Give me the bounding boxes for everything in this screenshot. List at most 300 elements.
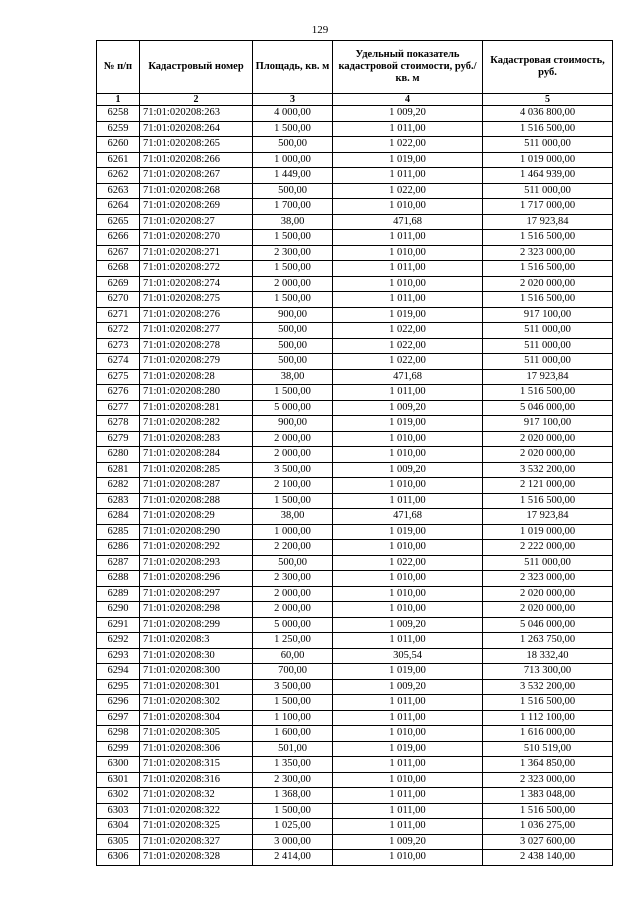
cadastral-value-cell: 17 923,84: [483, 509, 613, 525]
area-cell: 2 200,00: [253, 540, 333, 556]
cadastral-number-cell: 71:01:020208:287: [140, 478, 253, 494]
area-cell: 38,00: [253, 369, 333, 385]
area-cell: 1 000,00: [253, 152, 333, 168]
area-cell: 900,00: [253, 416, 333, 432]
specific-value-cell: 1 010,00: [333, 199, 483, 215]
row-index-cell: 6274: [97, 354, 140, 370]
row-index-cell: 6306: [97, 850, 140, 866]
row-index-cell: 6275: [97, 369, 140, 385]
row-index-cell: 6304: [97, 819, 140, 835]
row-index-cell: 6296: [97, 695, 140, 711]
table-row: [97, 199, 613, 215]
row-index-cell: 6290: [97, 602, 140, 618]
page-number: 129: [311, 24, 329, 36]
cadastral-number-cell: 71:01:020208:288: [140, 493, 253, 509]
area-cell: 1 500,00: [253, 385, 333, 401]
specific-value-cell: 1 010,00: [333, 245, 483, 261]
cadastral-number-cell: 71:01:020208:265: [140, 137, 253, 153]
table-row: [97, 648, 613, 664]
specific-value-cell: 1 010,00: [333, 571, 483, 587]
row-index-cell: 6273: [97, 338, 140, 354]
cadastral-value-cell: 2 020 000,00: [483, 431, 613, 447]
header-index: № п/п: [97, 41, 140, 94]
column-number: 1: [97, 94, 140, 106]
area-cell: 2 000,00: [253, 586, 333, 602]
row-index-cell: 6277: [97, 400, 140, 416]
table-row: [97, 323, 613, 339]
area-cell: 500,00: [253, 555, 333, 571]
area-cell: 2 300,00: [253, 772, 333, 788]
table-row: [97, 571, 613, 587]
table-row: [97, 354, 613, 370]
area-cell: 500,00: [253, 323, 333, 339]
cadastral-number-cell: 71:01:020208:3: [140, 633, 253, 649]
cadastral-value-cell: 2 020 000,00: [483, 586, 613, 602]
specific-value-cell: 1 011,00: [333, 710, 483, 726]
table-row: [97, 555, 613, 571]
cadastral-value-cell: 511 000,00: [483, 555, 613, 571]
cadastral-number-cell: 71:01:020208:29: [140, 509, 253, 525]
row-index-cell: 6265: [97, 214, 140, 230]
cadastral-value-cell: 1 019 000,00: [483, 524, 613, 540]
area-cell: 1 100,00: [253, 710, 333, 726]
area-cell: 500,00: [253, 354, 333, 370]
specific-value-cell: 1 010,00: [333, 586, 483, 602]
cadastral-number-cell: 71:01:020208:30: [140, 648, 253, 664]
cadastral-value-cell: 2 323 000,00: [483, 245, 613, 261]
specific-value-cell: 1 010,00: [333, 447, 483, 463]
row-index-cell: 6263: [97, 183, 140, 199]
cadastral-number-cell: 71:01:020208:305: [140, 726, 253, 742]
table-row: [97, 509, 613, 525]
cadastral-number-cell: 71:01:020208:306: [140, 741, 253, 757]
area-cell: 1 449,00: [253, 168, 333, 184]
specific-value-cell: 1 022,00: [333, 137, 483, 153]
cadastral-number-cell: 71:01:020208:279: [140, 354, 253, 370]
cadastral-value-cell: 1 516 500,00: [483, 385, 613, 401]
row-index-cell: 6281: [97, 462, 140, 478]
table-row: [97, 803, 613, 819]
row-index-cell: 6288: [97, 571, 140, 587]
table-row: [97, 416, 613, 432]
specific-value-cell: 1 009,20: [333, 400, 483, 416]
row-index-cell: 6258: [97, 106, 140, 122]
specific-value-cell: 1 009,20: [333, 106, 483, 122]
row-index-cell: 6259: [97, 121, 140, 137]
table-row: [97, 679, 613, 695]
area-cell: 3 500,00: [253, 679, 333, 695]
row-index-cell: 6272: [97, 323, 140, 339]
column-number-row: [97, 94, 613, 106]
table-row: [97, 292, 613, 308]
specific-value-cell: 1 011,00: [333, 385, 483, 401]
cadastral-number-cell: 71:01:020208:264: [140, 121, 253, 137]
cadastral-number-cell: 71:01:020208:301: [140, 679, 253, 695]
row-index-cell: 6260: [97, 137, 140, 153]
cadastral-number-cell: 71:01:020208:280: [140, 385, 253, 401]
cadastral-number-cell: 71:01:020208:276: [140, 307, 253, 323]
table-row: [97, 695, 613, 711]
specific-value-cell: 1 011,00: [333, 788, 483, 804]
specific-value-cell: 1 010,00: [333, 602, 483, 618]
cadastral-number-cell: 71:01:020208:278: [140, 338, 253, 354]
specific-value-cell: 1 010,00: [333, 850, 483, 866]
cadastral-value-cell: 1 516 500,00: [483, 695, 613, 711]
table-row: [97, 664, 613, 680]
specific-value-cell: 1 019,00: [333, 307, 483, 323]
table-row: [97, 106, 613, 122]
specific-value-cell: 1 011,00: [333, 168, 483, 184]
cadastral-value-cell: 1 717 000,00: [483, 199, 613, 215]
specific-value-cell: 1 009,20: [333, 462, 483, 478]
cadastral-value-cell: 2 020 000,00: [483, 276, 613, 292]
cadastral-value-table: [96, 40, 613, 866]
cadastral-value-cell: 1 516 500,00: [483, 292, 613, 308]
cadastral-value-cell: 2 323 000,00: [483, 571, 613, 587]
row-index-cell: 6264: [97, 199, 140, 215]
cadastral-number-cell: 71:01:020208:275: [140, 292, 253, 308]
area-cell: 1 500,00: [253, 695, 333, 711]
cadastral-value-cell: 917 100,00: [483, 416, 613, 432]
specific-value-cell: 471,68: [333, 509, 483, 525]
cadastral-value-cell: 1 516 500,00: [483, 261, 613, 277]
cadastral-value-cell: 917 100,00: [483, 307, 613, 323]
row-index-cell: 6269: [97, 276, 140, 292]
area-cell: 1 500,00: [253, 493, 333, 509]
area-cell: 700,00: [253, 664, 333, 680]
cadastral-value-cell: 2 323 000,00: [483, 772, 613, 788]
row-index-cell: 6295: [97, 679, 140, 695]
row-index-cell: 6261: [97, 152, 140, 168]
cadastral-number-cell: 71:01:020208:27: [140, 214, 253, 230]
table-row: [97, 230, 613, 246]
specific-value-cell: 1 011,00: [333, 803, 483, 819]
table-row: [97, 540, 613, 556]
table-row: [97, 493, 613, 509]
column-number: 3: [253, 94, 333, 106]
area-cell: 1 500,00: [253, 121, 333, 137]
specific-value-cell: 1 011,00: [333, 261, 483, 277]
row-index-cell: 6279: [97, 431, 140, 447]
cadastral-number-cell: 71:01:020208:271: [140, 245, 253, 261]
cadastral-number-cell: 71:01:020208:315: [140, 757, 253, 773]
table-row: [97, 633, 613, 649]
specific-value-cell: 1 011,00: [333, 633, 483, 649]
table-row: [97, 245, 613, 261]
specific-value-cell: 1 022,00: [333, 354, 483, 370]
row-index-cell: 6266: [97, 230, 140, 246]
table-header-row: [97, 41, 613, 94]
area-cell: 5 000,00: [253, 617, 333, 633]
specific-value-cell: 1 009,20: [333, 617, 483, 633]
table-body: [97, 106, 613, 866]
cadastral-value-cell: 18 332,40: [483, 648, 613, 664]
specific-value-cell: 1 011,00: [333, 819, 483, 835]
cadastral-number-cell: 71:01:020208:322: [140, 803, 253, 819]
cadastral-value-cell: 511 000,00: [483, 183, 613, 199]
cadastral-value-cell: 2 020 000,00: [483, 602, 613, 618]
area-cell: 4 000,00: [253, 106, 333, 122]
cadastral-value-cell: 2 222 000,00: [483, 540, 613, 556]
row-index-cell: 6297: [97, 710, 140, 726]
cadastral-number-cell: 71:01:020208:263: [140, 106, 253, 122]
row-index-cell: 6270: [97, 292, 140, 308]
area-cell: 1 600,00: [253, 726, 333, 742]
cadastral-value-cell: 4 036 800,00: [483, 106, 613, 122]
column-number: 2: [140, 94, 253, 106]
area-cell: 500,00: [253, 137, 333, 153]
table-row: [97, 617, 613, 633]
table-row: [97, 168, 613, 184]
row-index-cell: 6284: [97, 509, 140, 525]
cadastral-value-cell: 1 263 750,00: [483, 633, 613, 649]
table-row: [97, 710, 613, 726]
cadastral-value-cell: 3 027 600,00: [483, 834, 613, 850]
area-cell: 2 300,00: [253, 245, 333, 261]
area-cell: 2 100,00: [253, 478, 333, 494]
cadastral-number-cell: 71:01:020208:274: [140, 276, 253, 292]
cadastral-value-cell: 17 923,84: [483, 214, 613, 230]
area-cell: 2 300,00: [253, 571, 333, 587]
cadastral-value-cell: 511 000,00: [483, 137, 613, 153]
row-index-cell: 6300: [97, 757, 140, 773]
area-cell: 3 000,00: [253, 834, 333, 850]
cadastral-value-cell: 1 464 939,00: [483, 168, 613, 184]
specific-value-cell: 1 010,00: [333, 772, 483, 788]
row-index-cell: 6280: [97, 447, 140, 463]
table-row: [97, 307, 613, 323]
column-number: 4: [333, 94, 483, 106]
header-area: Площадь, кв. м: [253, 41, 333, 94]
row-index-cell: 6293: [97, 648, 140, 664]
specific-value-cell: 1 009,20: [333, 834, 483, 850]
table-row: [97, 819, 613, 835]
cadastral-number-cell: 71:01:020208:283: [140, 431, 253, 447]
cadastral-number-cell: 71:01:020208:293: [140, 555, 253, 571]
column-number: 5: [483, 94, 613, 106]
area-cell: 38,00: [253, 214, 333, 230]
cadastral-value-cell: 511 000,00: [483, 354, 613, 370]
specific-value-cell: 1 010,00: [333, 726, 483, 742]
row-index-cell: 6305: [97, 834, 140, 850]
cadastral-number-cell: 71:01:020208:284: [140, 447, 253, 463]
cadastral-number-cell: 71:01:020208:267: [140, 168, 253, 184]
table-row: [97, 478, 613, 494]
header-cadastral-number: Кадастровый номер: [140, 41, 253, 94]
specific-value-cell: 1 011,00: [333, 695, 483, 711]
specific-value-cell: 1 011,00: [333, 757, 483, 773]
cadastral-value-cell: 1 516 500,00: [483, 493, 613, 509]
cadastral-number-cell: 71:01:020208:32: [140, 788, 253, 804]
row-index-cell: 6302: [97, 788, 140, 804]
row-index-cell: 6271: [97, 307, 140, 323]
cadastral-number-cell: 71:01:020208:327: [140, 834, 253, 850]
cadastral-number-cell: 71:01:020208:282: [140, 416, 253, 432]
specific-value-cell: 1 011,00: [333, 292, 483, 308]
specific-value-cell: 1 022,00: [333, 183, 483, 199]
specific-value-cell: 1 022,00: [333, 323, 483, 339]
cadastral-value-cell: 1 383 048,00: [483, 788, 613, 804]
cadastral-value-cell: 511 000,00: [483, 323, 613, 339]
table-row: [97, 788, 613, 804]
table-row: [97, 214, 613, 230]
specific-value-cell: 1 010,00: [333, 540, 483, 556]
cadastral-number-cell: 71:01:020208:285: [140, 462, 253, 478]
cadastral-number-cell: 71:01:020208:299: [140, 617, 253, 633]
table-row: [97, 369, 613, 385]
specific-value-cell: 1 010,00: [333, 478, 483, 494]
table-row: [97, 757, 613, 773]
area-cell: 2 000,00: [253, 431, 333, 447]
table-row: [97, 431, 613, 447]
specific-value-cell: 1 009,20: [333, 679, 483, 695]
area-cell: 1 368,00: [253, 788, 333, 804]
row-index-cell: 6303: [97, 803, 140, 819]
row-index-cell: 6286: [97, 540, 140, 556]
cadastral-value-cell: 1 019 000,00: [483, 152, 613, 168]
specific-value-cell: 471,68: [333, 369, 483, 385]
table-row: [97, 602, 613, 618]
area-cell: 60,00: [253, 648, 333, 664]
cadastral-value-cell: 1 616 000,00: [483, 726, 613, 742]
cadastral-value-cell: 1 516 500,00: [483, 803, 613, 819]
row-index-cell: 6294: [97, 664, 140, 680]
row-index-cell: 6289: [97, 586, 140, 602]
cadastral-number-cell: 71:01:020208:270: [140, 230, 253, 246]
specific-value-cell: 1 010,00: [333, 431, 483, 447]
cadastral-value-cell: 1 036 275,00: [483, 819, 613, 835]
area-cell: 38,00: [253, 509, 333, 525]
header-cadastral-value: Кадастровая стоимость, руб.: [483, 41, 613, 94]
area-cell: 1 500,00: [253, 261, 333, 277]
row-index-cell: 6299: [97, 741, 140, 757]
area-cell: 2 000,00: [253, 447, 333, 463]
specific-value-cell: 1 011,00: [333, 121, 483, 137]
table-row: [97, 338, 613, 354]
row-index-cell: 6276: [97, 385, 140, 401]
area-cell: 1 500,00: [253, 292, 333, 308]
table-row: [97, 586, 613, 602]
row-index-cell: 6268: [97, 261, 140, 277]
area-cell: 2 414,00: [253, 850, 333, 866]
table-row: [97, 121, 613, 137]
cadastral-number-cell: 71:01:020208:316: [140, 772, 253, 788]
table-row: [97, 276, 613, 292]
cadastral-number-cell: 71:01:020208:277: [140, 323, 253, 339]
area-cell: 1 700,00: [253, 199, 333, 215]
cadastral-number-cell: 71:01:020208:300: [140, 664, 253, 680]
area-cell: 900,00: [253, 307, 333, 323]
specific-value-cell: 1 011,00: [333, 230, 483, 246]
cadastral-number-cell: 71:01:020208:298: [140, 602, 253, 618]
row-index-cell: 6278: [97, 416, 140, 432]
area-cell: 1 350,00: [253, 757, 333, 773]
row-index-cell: 6283: [97, 493, 140, 509]
table-row: [97, 152, 613, 168]
cadastral-number-cell: 71:01:020208:290: [140, 524, 253, 540]
table-row: [97, 524, 613, 540]
specific-value-cell: 1 019,00: [333, 664, 483, 680]
cadastral-value-cell: 3 532 200,00: [483, 462, 613, 478]
area-cell: 1 500,00: [253, 803, 333, 819]
row-index-cell: 6298: [97, 726, 140, 742]
cadastral-value-cell: 2 020 000,00: [483, 447, 613, 463]
row-index-cell: 6287: [97, 555, 140, 571]
cadastral-number-cell: 71:01:020208:325: [140, 819, 253, 835]
cadastral-number-cell: 71:01:020208:292: [140, 540, 253, 556]
cadastral-value-cell: 1 112 100,00: [483, 710, 613, 726]
specific-value-cell: 1 022,00: [333, 555, 483, 571]
specific-value-cell: 1 019,00: [333, 741, 483, 757]
row-index-cell: 6291: [97, 617, 140, 633]
cadastral-value-cell: 713 300,00: [483, 664, 613, 680]
cadastral-number-cell: 71:01:020208:268: [140, 183, 253, 199]
specific-value-cell: 1 022,00: [333, 338, 483, 354]
cadastral-value-cell: 2 121 000,00: [483, 478, 613, 494]
row-index-cell: 6285: [97, 524, 140, 540]
specific-value-cell: 1 019,00: [333, 524, 483, 540]
cadastral-value-cell: 1 364 850,00: [483, 757, 613, 773]
row-index-cell: 6282: [97, 478, 140, 494]
table-row: [97, 137, 613, 153]
area-cell: 1 025,00: [253, 819, 333, 835]
cadastral-value-cell: 2 438 140,00: [483, 850, 613, 866]
area-cell: 1 250,00: [253, 633, 333, 649]
table-row: [97, 726, 613, 742]
specific-value-cell: 305,54: [333, 648, 483, 664]
cadastral-number-cell: 71:01:020208:272: [140, 261, 253, 277]
cadastral-number-cell: 71:01:020208:281: [140, 400, 253, 416]
cadastral-value-cell: 510 519,00: [483, 741, 613, 757]
area-cell: 3 500,00: [253, 462, 333, 478]
area-cell: 500,00: [253, 183, 333, 199]
cadastral-number-cell: 71:01:020208:302: [140, 695, 253, 711]
area-cell: 501,00: [253, 741, 333, 757]
table-row: [97, 741, 613, 757]
cadastral-value-cell: 1 516 500,00: [483, 121, 613, 137]
area-cell: 500,00: [253, 338, 333, 354]
table-row: [97, 261, 613, 277]
table-row: [97, 183, 613, 199]
specific-value-cell: 471,68: [333, 214, 483, 230]
table-row: [97, 400, 613, 416]
table-row: [97, 447, 613, 463]
table-row: [97, 850, 613, 866]
specific-value-cell: 1 019,00: [333, 416, 483, 432]
cadastral-number-cell: 71:01:020208:296: [140, 571, 253, 587]
cadastral-value-cell: 511 000,00: [483, 338, 613, 354]
header-specific-value: Удельный показатель кадастровой стоимости, руб./кв. м: [333, 41, 483, 94]
row-index-cell: 6301: [97, 772, 140, 788]
cadastral-value-cell: 17 923,84: [483, 369, 613, 385]
specific-value-cell: 1 011,00: [333, 493, 483, 509]
cadastral-number-cell: 71:01:020208:28: [140, 369, 253, 385]
cadastral-value-cell: 5 046 000,00: [483, 617, 613, 633]
cadastral-value-cell: 1 516 500,00: [483, 230, 613, 246]
area-cell: 2 000,00: [253, 276, 333, 292]
cadastral-number-cell: 71:01:020208:328: [140, 850, 253, 866]
area-cell: 5 000,00: [253, 400, 333, 416]
specific-value-cell: 1 019,00: [333, 152, 483, 168]
cadastral-number-cell: 71:01:020208:304: [140, 710, 253, 726]
table-row: [97, 834, 613, 850]
table-row: [97, 462, 613, 478]
cadastral-number-cell: 71:01:020208:297: [140, 586, 253, 602]
row-index-cell: 6262: [97, 168, 140, 184]
area-cell: 1 000,00: [253, 524, 333, 540]
cadastral-value-cell: 3 532 200,00: [483, 679, 613, 695]
area-cell: 2 000,00: [253, 602, 333, 618]
